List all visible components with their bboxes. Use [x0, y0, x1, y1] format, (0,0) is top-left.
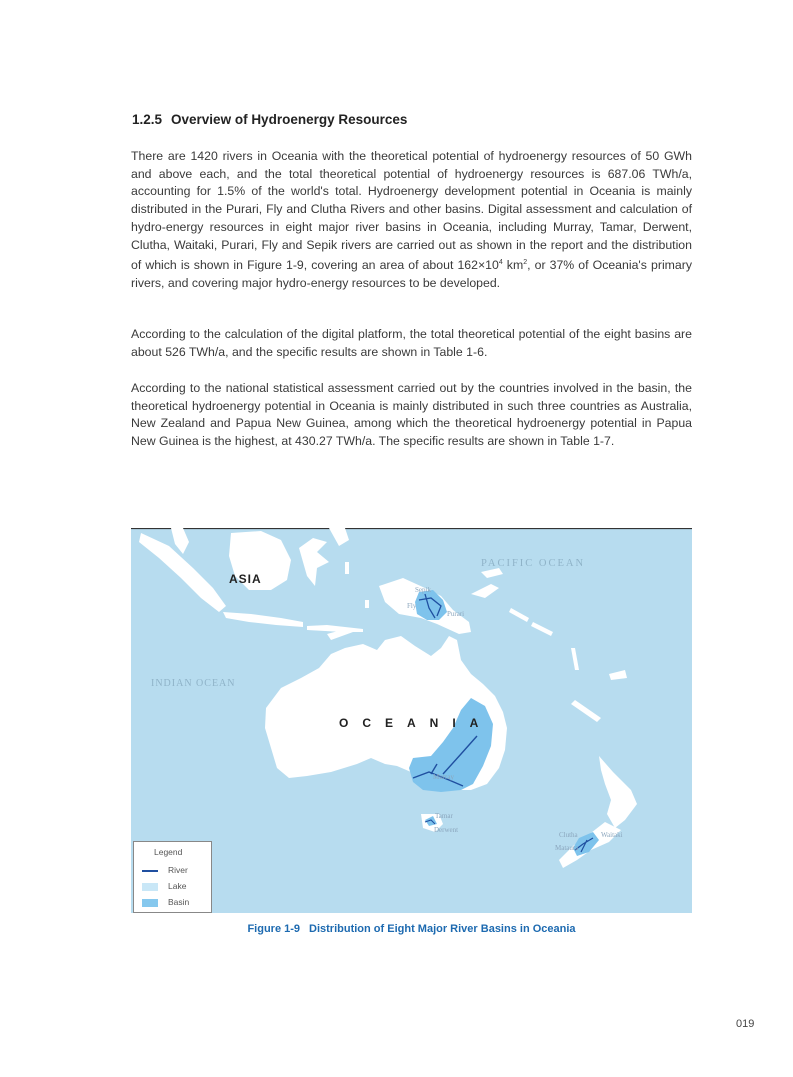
label-oceania: OCEANIA	[339, 716, 493, 730]
p1-superscript-square: 2	[523, 259, 528, 267]
legend-swatch-lake	[142, 883, 158, 891]
label-sepik: Sepik	[415, 586, 431, 594]
landmass-new-ireland	[481, 568, 503, 578]
landmass-nz-north-island	[599, 756, 637, 828]
legend-swatch-basin	[142, 899, 158, 907]
legend-label-basin: Basin	[168, 897, 190, 907]
landmass-sulawesi	[299, 538, 329, 586]
p1-superscript-exponent: 4	[498, 259, 503, 267]
label-clutha: Clutha	[559, 831, 578, 839]
landmass-vanuatu	[571, 648, 579, 670]
map-legend	[133, 841, 212, 913]
label-indian-ocean: INDIAN OCEAN	[151, 678, 236, 689]
landmass-seram	[365, 600, 369, 608]
label-pacific-ocean: PACIFIC OCEAN	[481, 558, 586, 569]
legend-swatch-river	[142, 870, 158, 872]
legend-label-lake: Lake	[168, 881, 187, 891]
label-waitaki: Waitaki	[601, 831, 623, 839]
figure-caption	[131, 923, 692, 935]
landmass-solomon-1	[509, 608, 529, 622]
landmass-java	[223, 612, 303, 627]
basin-sepik-fly-purari	[415, 590, 447, 620]
section-number: 1.2.5	[132, 112, 163, 127]
landmass-lesser-sunda	[307, 625, 363, 632]
label-derwent: Derwent	[434, 826, 459, 834]
landmass-new-britain	[471, 584, 499, 598]
landmass-solomon-2	[531, 622, 553, 636]
label-asia: ASIA	[229, 572, 262, 586]
legend-title: Legend	[154, 847, 183, 857]
section-heading	[132, 112, 407, 127]
label-purari: Purari	[447, 610, 465, 618]
label-murray: Murray	[433, 773, 454, 781]
paragraph-digital-platform: According to the calculation of the digital platform, the total theoretical potential of the eight basins are about 526 TWh/a, and the specific results are shown in Table 1-6.	[131, 327, 692, 359]
oceania-river-basin-map	[131, 528, 692, 913]
p1-text-end: , or 37% of Oceania's primary rivers, and covering major hydro-energy resources to be developed.	[131, 258, 692, 291]
p1-text-start: There are 1420 rivers in Oceania with the theoretical potential of hydroenergy resources of 50 GWh and above each, and the total theoretical potential of hydroenergy resources is 687.06 TWh/a, accounting for 1.5% of the world's total. Hydroenergy development potential in Oceania is mainly distributed in the Purari, Fly and Clutha Rivers and other basins. Digital assessment and calculation of hydro-energy resources in eight major river basins in Oceania, including Murray, Tamar, Derwent, Clutha, Waitaki, Purari, Fly and Sepik rivers are carried out as shown in the report and the distribution of which is shown in Figure 1-9, covering an area of about 162×10	[131, 149, 692, 273]
landmass-philippines	[329, 528, 349, 546]
p1-text-unit: km	[502, 258, 524, 273]
landmass-new-caledonia	[571, 700, 601, 722]
legend-label-river: River	[168, 865, 188, 875]
page-number: 019	[736, 1018, 755, 1030]
label-mataura: Mataura	[555, 844, 579, 852]
section-title: Overview of Hydroenergy Resources	[171, 112, 408, 127]
landmass-malay-peninsula	[171, 528, 189, 554]
figure-number: Figure 1-9	[247, 923, 301, 935]
landmass-maluku	[345, 562, 349, 574]
landmass-fiji	[609, 670, 627, 680]
paragraph-national-assessment: According to the national statistical assessment carried out by the countries involved in the basin, the theoretical hydroenergy potential in Oceania is mainly distributed in such three countries as Australia, New Zealand and Papua New Guinea, among which the theoretical hydroenergy potential in Papua New Guinea is the highest, at 430.27 TWh/a. The specific results are shown in Table 1-7.	[131, 381, 692, 449]
paragraph-overview	[131, 148, 692, 293]
label-fly: Fly	[407, 602, 417, 610]
figure-title: Distribution of Eight Major River Basins in Oceania	[309, 923, 576, 935]
label-tamar: Tamar	[435, 812, 453, 820]
